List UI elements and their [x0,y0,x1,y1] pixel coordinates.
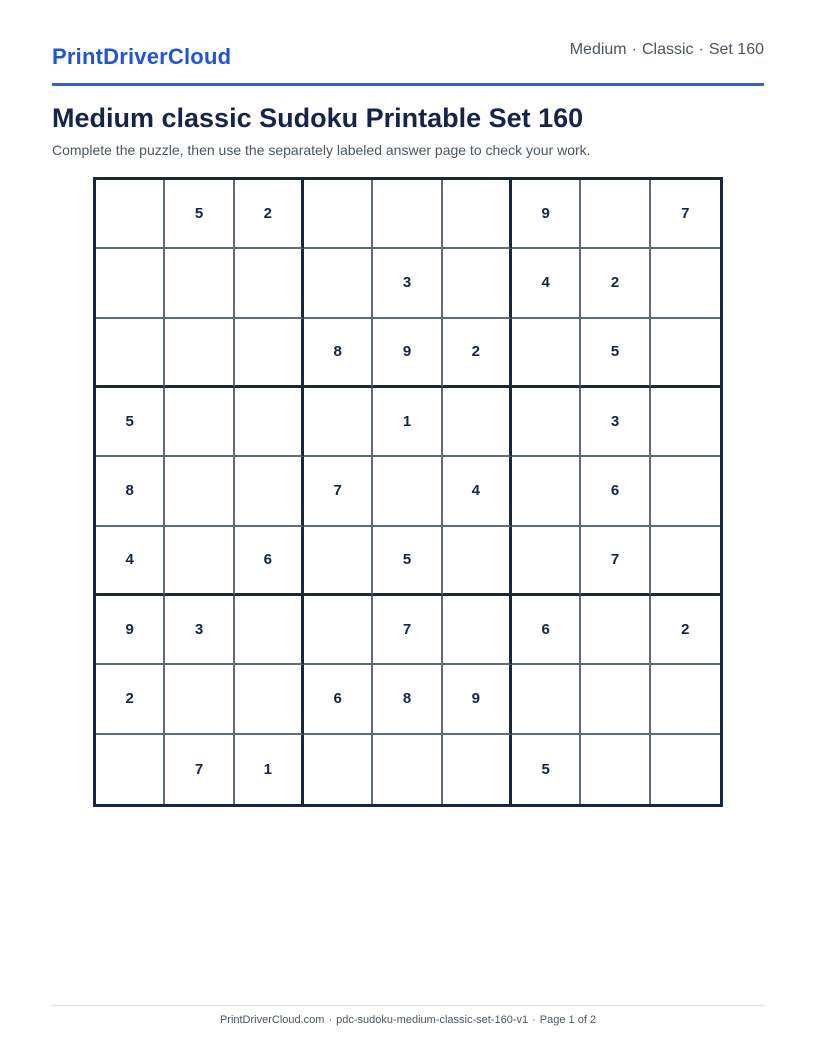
sudoku-cell: 2 [96,665,165,734]
sudoku-cell [651,388,720,457]
sudoku-cell [651,319,720,388]
sudoku-cell [512,388,581,457]
sudoku-cell [235,457,304,526]
page-subtitle: Complete the puzzle, then use the separately labeled answer page to check your work. [52,142,591,158]
footer-separator: · [532,1014,536,1026]
sudoku-cell [304,527,373,596]
sudoku-cell [443,735,512,804]
sudoku-cell [165,388,234,457]
sudoku-cell [304,596,373,665]
sudoku-cell [235,388,304,457]
sudoku-cell: 5 [373,527,442,596]
sudoku-cell [96,319,165,388]
sudoku-cell [651,735,720,804]
sudoku-cell [512,319,581,388]
sudoku-cell: 3 [165,596,234,665]
sudoku-cell: 6 [304,665,373,734]
sudoku-cell [651,457,720,526]
sudoku-cell [304,180,373,249]
sudoku-cell [304,388,373,457]
sudoku-cell: 6 [581,457,650,526]
sudoku-cell: 8 [304,319,373,388]
sudoku-cell: 9 [512,180,581,249]
sudoku-cell: 3 [581,388,650,457]
footer-doc-id: pdc-sudoku-medium-classic-set-160-v1 [336,1014,529,1026]
sudoku-cell [512,527,581,596]
meta-separator: · [698,41,704,58]
sudoku-cell [651,665,720,734]
sudoku-cell: 5 [581,319,650,388]
sudoku-cell: 8 [96,457,165,526]
sudoku-cell [373,735,442,804]
sudoku-cell [96,249,165,318]
meta-set: Set 160 [708,41,764,58]
sudoku-cell [165,457,234,526]
sudoku-cell: 9 [373,319,442,388]
footer-site: PrintDriverCloud.com [219,1014,325,1026]
sudoku-cell [443,388,512,457]
sudoku-cell [443,249,512,318]
sudoku-cell: 9 [443,665,512,734]
sudoku-cell [235,596,304,665]
meta-style: Classic [641,41,694,58]
sudoku-cell [581,180,650,249]
sudoku-cell: 8 [373,665,442,734]
sudoku-cell [581,596,650,665]
sudoku-cell: 2 [235,180,304,249]
sudoku-cell [443,527,512,596]
sudoku-cell [581,735,650,804]
sudoku-cell [96,735,165,804]
sudoku-cell [165,319,234,388]
sudoku-cell [304,735,373,804]
sudoku-cell [512,665,581,734]
sudoku-cell [512,457,581,526]
sudoku-cell [235,319,304,388]
footer-page-number: Page 1 of 2 [539,1014,597,1026]
footer-divider [52,1005,764,1006]
sudoku-cell: 5 [165,180,234,249]
sudoku-cell [96,180,165,249]
sudoku-cell: 7 [581,527,650,596]
page-footer [52,1014,764,1026]
sudoku-cell [235,249,304,318]
page-header [52,38,764,86]
sudoku-cell [443,180,512,249]
sudoku-grid [93,177,723,807]
sudoku-cell: 7 [373,596,442,665]
sudoku-cell [581,665,650,734]
sudoku-cell [443,596,512,665]
sudoku-cell [165,249,234,318]
sudoku-cell: 9 [96,596,165,665]
sudoku-cell [373,457,442,526]
sudoku-cell: 5 [512,735,581,804]
sudoku-cell: 2 [581,249,650,318]
sudoku-cell [304,249,373,318]
page-title: Medium classic Sudoku Printable Set 160 [52,103,584,133]
sudoku-cell: 5 [96,388,165,457]
sudoku-cell: 6 [512,596,581,665]
sudoku-cell [165,665,234,734]
sudoku-cell [373,180,442,249]
puzzle-meta [570,41,764,59]
sudoku-cell: 1 [235,735,304,804]
sudoku-cell [651,249,720,318]
meta-separator: · [631,41,637,58]
sudoku-cell: 2 [651,596,720,665]
sudoku-cell: 4 [512,249,581,318]
sudoku-cell: 7 [304,457,373,526]
sudoku-cell: 7 [651,180,720,249]
sudoku-cell [235,665,304,734]
sudoku-cell: 4 [443,457,512,526]
sudoku-cell: 1 [373,388,442,457]
sudoku-cell: 2 [443,319,512,388]
meta-difficulty: Medium [569,41,627,58]
sudoku-cell [165,527,234,596]
sudoku-cell: 7 [165,735,234,804]
sudoku-cell: 4 [96,527,165,596]
brand-logo-text: PrintDriverCloud [52,44,232,69]
footer-separator: · [328,1014,333,1026]
sudoku-cell: 3 [373,249,442,318]
sudoku-cell [651,527,720,596]
sudoku-cell: 6 [235,527,304,596]
